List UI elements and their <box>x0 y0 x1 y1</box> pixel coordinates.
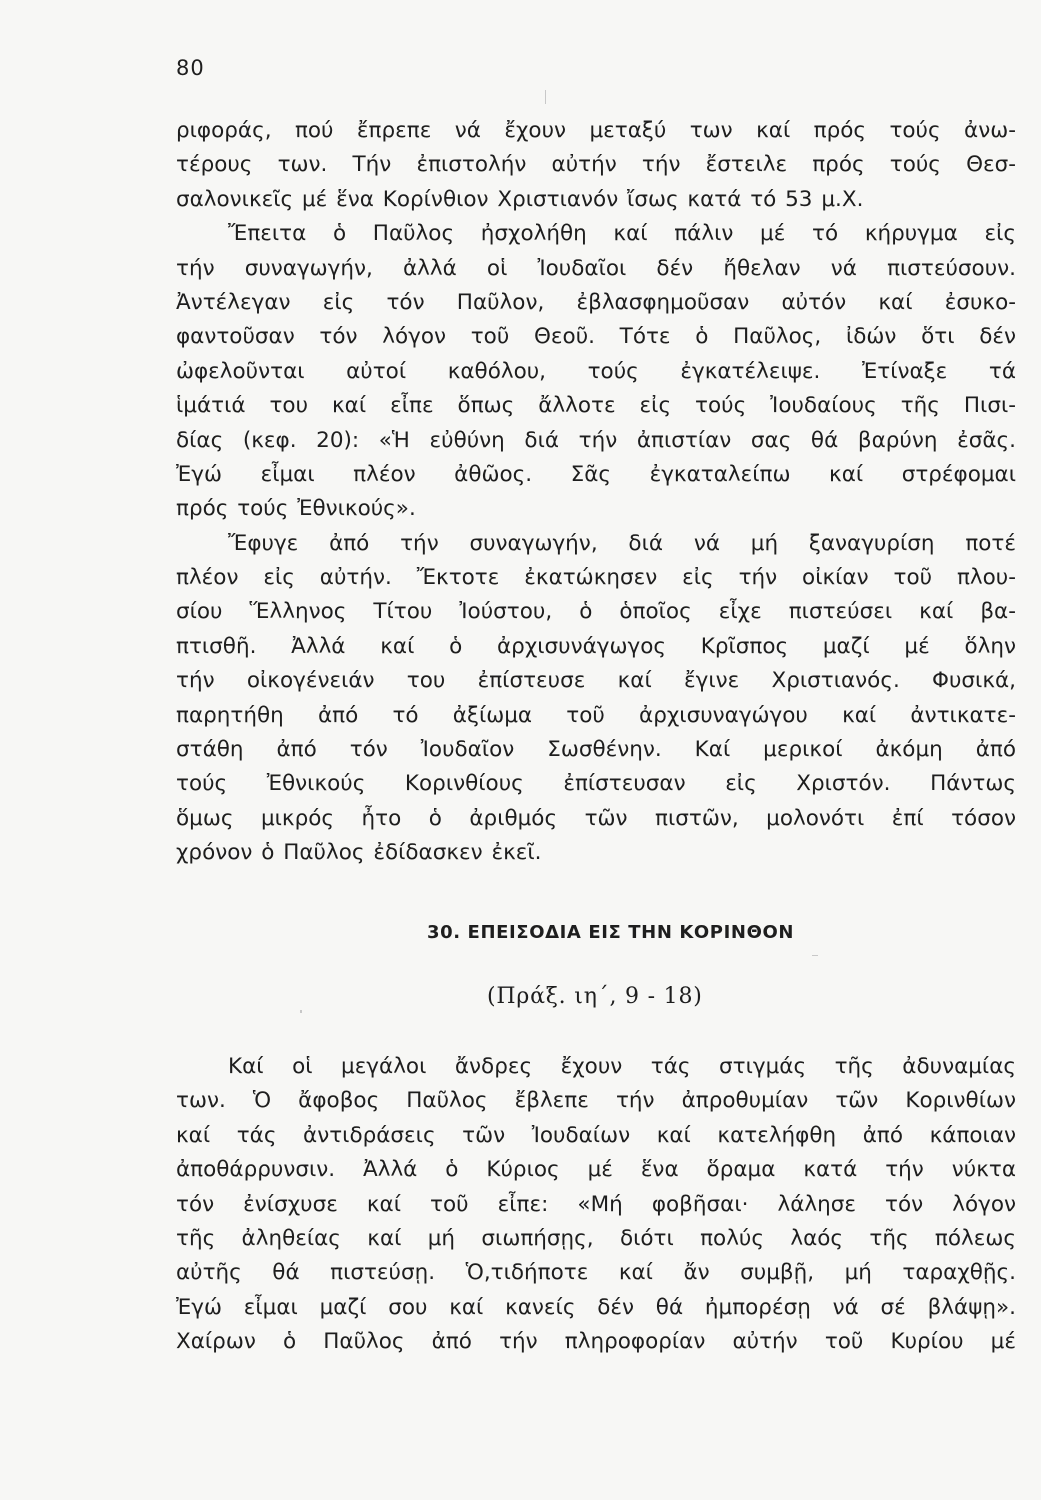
text-line: των. Ὁ ἄφοβος Παῦλος ἔβλεπε τήν ἀπροθυμίαν τῶν Κορινθίων <box>176 1088 1016 1114</box>
text-line: πρός τούς Ἐθνικούς». <box>176 496 416 522</box>
text-line: ριφοράς, πού ἔπρεπε νά ἔχουν μεταξύ των καί πρός τούς ἀνω- <box>176 118 1016 143</box>
text-line: αὐτῆς θά πιστεύσῃ. Ὁ,τιδήποτε καί ἄν συμβῇ, μή ταραχθῇς. <box>176 1260 1016 1286</box>
text-line: φαντοῦσαν τόν λόγον τοῦ Θεοῦ. Τότε ὁ Παῦλος, ἰδών ὅτι δέν <box>176 324 1016 350</box>
text-line: πτισθῆ. Ἀλλά καί ὁ ἀρχισυνάγωγος Κρῖσπος μαζί μέ ὅλην <box>176 633 1016 659</box>
text-line: Χαίρων ὁ Παῦλος ἀπό τήν πληροφορίαν αὐτήν τοῦ Κυρίου μέ <box>176 1329 1016 1355</box>
text-line: σαλονικεῖς μέ ἕνα Κορίνθιον Χριστιανόν ἴσως κατά τό 53 μ.Χ. <box>176 186 864 212</box>
text-line: τόν ἐνίσχυσε καί τοῦ εἶπε: «Μή φοβῆσαι· λάλησε τόν λόγον <box>176 1191 1016 1217</box>
text-line: Ἐγώ εἶμαι μαζί σου καί κανείς δέν θά ἠμπορέσῃ νά σέ βλάψῃ». <box>176 1294 1016 1320</box>
text-line: ὠφελοῦνται αὐτοί καθόλου, τούς ἐγκατέλειψε. Ἐτίναξε τά <box>176 358 1016 384</box>
text-line: σίου Ἕλληνος Τίτου Ἰούστου, ὁ ὁποῖος εἶχε πιστεύσει καί βα- <box>176 599 1016 625</box>
text-line: Ἀντέλεγαν εἰς τόν Παῦλον, ἐβλασφημοῦσαν αὐτόν καί ἐσυκο- <box>176 289 1016 315</box>
text-line: παρητήθη ἀπό τό ἀξίωμα τοῦ ἀρχισυναγώγου καί ἀντικατε- <box>176 702 1016 728</box>
scan-speck <box>300 1010 302 1013</box>
text-line: τήν συναγωγήν, ἀλλά οἱ Ἰουδαῖοι δέν ἤθελαν νά πιστεύσουν. <box>176 255 1016 281</box>
paragraph-block-top <box>176 114 1016 871</box>
text-line: Ἔφυγε ἀπό τήν συναγωγήν, διά νά μή ξαναγυρίση ποτέ <box>228 530 1016 556</box>
text-line: ὅμως μικρός ἦτο ὁ ἀριθμός τῶν πιστῶν, μολονότι ἐπί τόσον <box>176 805 1016 831</box>
page-number: 80 <box>176 56 205 80</box>
text-line: Καί οἱ μεγάλοι ἄνδρες ἔχουν τάς στιγμάς τῆς ἀδυναμίας <box>228 1054 1016 1079</box>
text-line: καί τάς ἀντιδράσεις τῶν Ἰουδαίων καί κατελήφθη ἀπό κάποιαν <box>176 1122 1016 1148</box>
text-line: τέρους των. Τήν ἐπιστολήν αὐτήν τήν ἔστειλε πρός τούς Θεσ- <box>176 152 1016 178</box>
scan-speck <box>545 90 546 104</box>
text-line: πλέον εἰς αὐτήν. Ἔκτοτε ἐκατώκησεν εἰς τήν οἰκίαν τοῦ πλου- <box>176 565 1016 591</box>
text-line: Ἐγώ εἶμαι πλέον ἀθῶος. Σᾶς ἐγκαταλείπω καί στρέφομαι <box>176 461 1016 487</box>
text-line: ἱμάτιά του καί εἶπε ὅπως ἄλλοτε εἰς τούς Ἰουδαίους τῆς Πισι- <box>176 393 1016 419</box>
text-line: τήν οἰκογένειάν του ἐπίστευσε καί ἔγινε Χριστιανός. Φυσικά, <box>176 668 1016 694</box>
text-line: τῆς ἀληθείας καί μή σιωπήσῃς, διότι πολύς λαός τῆς πόλεως <box>176 1225 1016 1251</box>
paragraph-block-bottom <box>176 1050 1016 1360</box>
text-line: ἀποθάρρυνσιν. Ἀλλά ὁ Κύριος μέ ἕνα ὅραμα κατά τήν νύκτα <box>176 1157 1016 1183</box>
section-heading: 30. ΕΠΕΙΣΟΔΙΑ ΕΙΣ ΤΗΝ ΚΟΡΙΝΘΟΝ <box>427 922 795 943</box>
text-line: χρόνον ὁ Παῦλος ἐδίδασκεν ἐκεῖ. <box>176 840 542 866</box>
scripture-reference: (Πράξ. ιη΄, 9 - 18) <box>487 984 703 1009</box>
text-line: δίας (κεφ. 20): «Ἡ εὐθύνη διά τήν ἀπιστίαν σας θά βαρύνη ἐσᾶς. <box>176 427 1016 453</box>
scan-speck <box>812 955 818 956</box>
text-line: Ἔπειτα ὁ Παῦλος ἠσχολήθη καί πάλιν μέ τό κήρυγμα εἰς <box>228 221 1016 247</box>
text-line: στάθη ἀπό τόν Ἰουδαῖον Σωσθένην. Καί μερικοί ἀκόμη ἀπό <box>176 737 1016 763</box>
text-line: τούς Ἐθνικούς Κορινθίους ἐπίστευσαν εἰς Χριστόν. Πάντως <box>176 771 1016 797</box>
